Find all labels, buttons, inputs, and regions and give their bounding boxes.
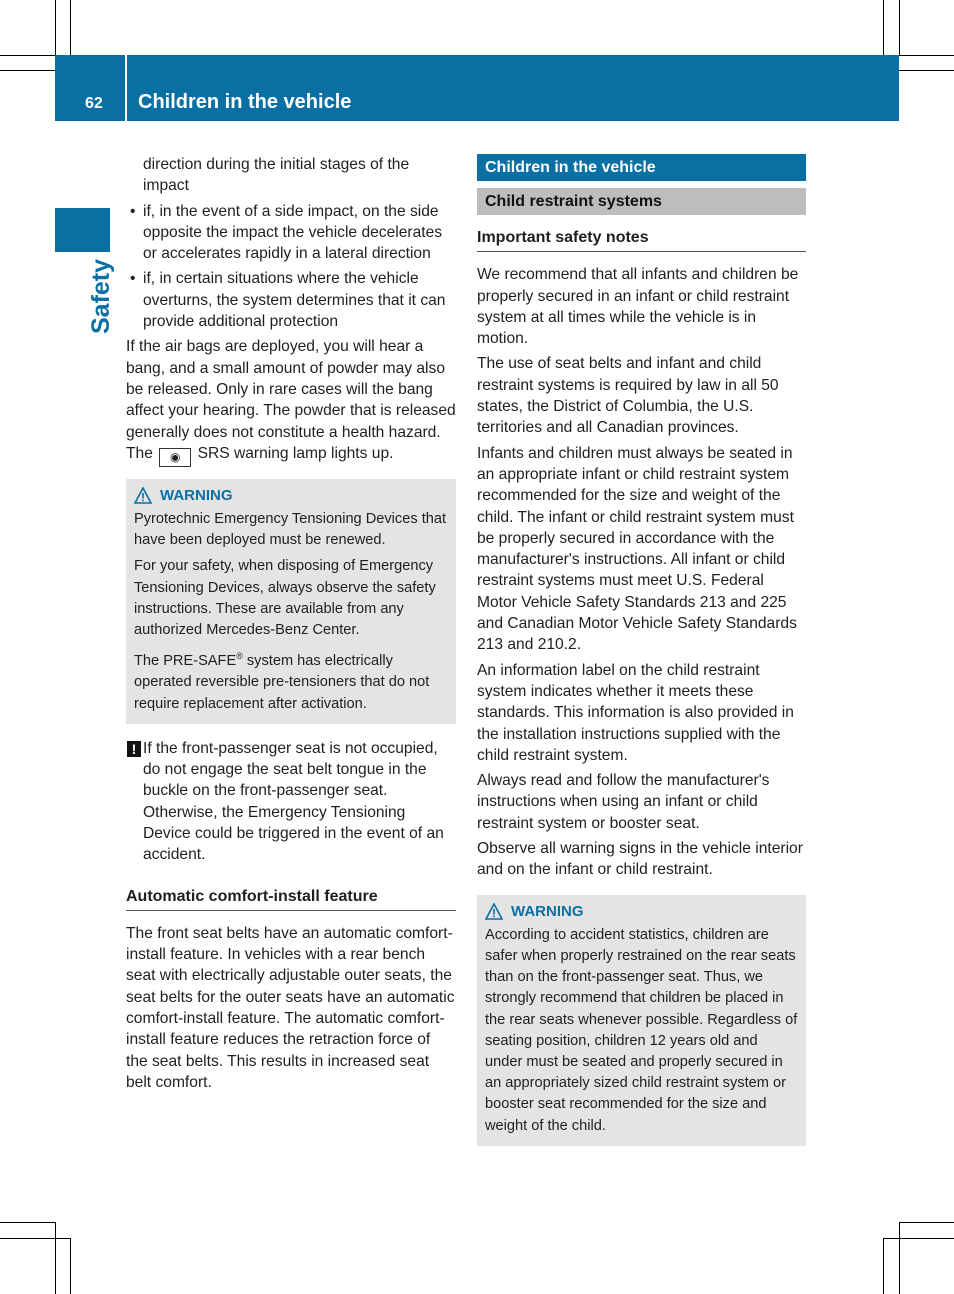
paragraph: An information label on the child restraint system indicates whether it meets these standards. This information is also provided in the installation instructions supplied with the child restraint system. [477,661,794,764]
section-heading: Automatic comfort-install feature [126,886,456,911]
header-divider [125,55,127,121]
warning-box [126,479,456,724]
warning-box [477,895,806,1146]
page-header [55,55,899,121]
registered-mark: ® [236,651,243,662]
paragraph: Infants and children must always be seated in an appropriate infant or child restraint system recommended for the size and weight of the child. The infant or child restraint system must be properly secured in accordance with the manufacturer's instructions. All infant or child restraint systems must meet U.S. Federal Motor Vehicle Safety Standards 213 and 225 and Canadian Motor Vehicle Safety Standards 213 and 210.2. [477,444,797,654]
crop-mark [70,1238,71,1294]
warning-triangle-icon [485,903,503,920]
crop-mark [0,1222,55,1223]
continued-text: direction during the initial stages of the impact [143,156,410,195]
crop-mark [899,1222,954,1223]
warning-text [134,646,448,714]
chapter-label: Safety [87,258,115,334]
crop-mark [55,0,56,55]
crop-mark [883,0,884,55]
page-number: 62 [85,95,103,112]
crop-mark [899,55,954,56]
crop-mark [899,1222,900,1294]
list-item-text: if, in certain situations where the vehicle overturns, the system determines that it can provide additional protection [143,270,446,331]
subsection-heading: Important safety notes [477,227,806,252]
exclamation-icon: ! [127,741,141,757]
crop-mark [55,1222,56,1294]
crop-mark [0,55,55,56]
list-item-text: if, in the event of a side impact, on the side opposite the impact the vehicle decelerates or accelerates rapidly in a lateral direction [143,202,443,263]
warning-text-part: The PRE-SAFE [134,653,237,670]
notice [126,738,456,866]
paragraph: Observe all warning signs in the vehicle interior and on the infant or child restraint. [477,840,803,879]
paragraph: The use of seat belts and infant and child restraint systems is required by law in all 50 states, the District of Columbia, the U.S. territories and all Canadian provinces. [477,355,779,437]
warning-text: According to accident statistics, children are safer when properly restrained on the rear seats than on the front-passenger seat. Thus, we strongly recommend that children be placed in the rear seats whenever possible. Regardless of seating position, children 12 years old and under must be seated and properly secured in an appropriately sized child restraint system or booster seat recommended for the size and weight of the child. [485,926,798,1134]
right-column [477,154,806,1160]
warning-label: WARNING [511,902,584,920]
list-item [126,201,456,265]
warning-header [485,901,798,922]
crop-mark [70,0,71,55]
chapter-tab [55,208,110,252]
airbag-text-b: SRS warning lamp lights up. [197,444,394,462]
crop-mark [0,70,55,71]
section-bar: Children in the vehicle [477,154,806,181]
warning-header [134,485,448,506]
warning-triangle-icon [134,487,152,504]
page-title: Children in the vehicle [138,91,352,113]
crop-mark [883,1238,884,1294]
paragraph: We recommend that all infants and children be properly secured in an infant or child restraint system at all times while the vehicle is in motion. [477,266,799,348]
subsection-bar: Child restraint systems [477,188,806,215]
srs-warning-lamp-icon: ◉ [159,448,191,467]
bullet-dot: • [130,202,136,220]
notice-text: If the front-passenger seat is not occupied, do not engage the seat belt tongue in the buckle on the front-passenger seat. Otherwise, the Emergency Tensioning Device could be triggered in the event of an accident. [143,739,444,864]
airbag-paragraph [126,336,456,466]
crop-mark [899,0,900,55]
crop-mark [899,70,954,71]
warning-text-part: system has electrically operated reversible pre-tensioners that do not require replacement after activation. [134,653,430,712]
crop-mark [0,1238,70,1239]
warning-text: For your safety, when disposing of Emergency Tensioning Devices, always observe the safety instructions. These are available from any authorized Mercedes-Benz Center. [134,558,436,639]
warning-label: WARNING [160,486,233,504]
crop-mark [883,1238,954,1239]
bullet-dot: • [130,270,136,288]
left-column [126,154,456,1097]
airbag-text-a: If the air bags are deployed, you will hear a bang, and a small amount of powder may also be released. Only in rare cases will the bang affect your hearing. The powder that is released generally does not constitute a health hazard. The [126,338,456,462]
warning-text: Pyrotechnic Emergency Tensioning Devices that have been deployed must be renewed. [134,511,447,549]
list-item [126,268,456,332]
section-body: The front seat belts have an automatic comfort-install feature. In vehicles with a rear bench seat with electrically adjustable outer seats, the seat belts for the outer seats have an automatic comfort-install feature. The automatic comfort-install feature reduces the retraction force of the seat belts. This results in increased seat belt comfort. [126,924,455,1091]
paragraph: Always read and follow the manufacturer's instructions when using an infant or child restraint system or booster seat. [477,772,770,832]
